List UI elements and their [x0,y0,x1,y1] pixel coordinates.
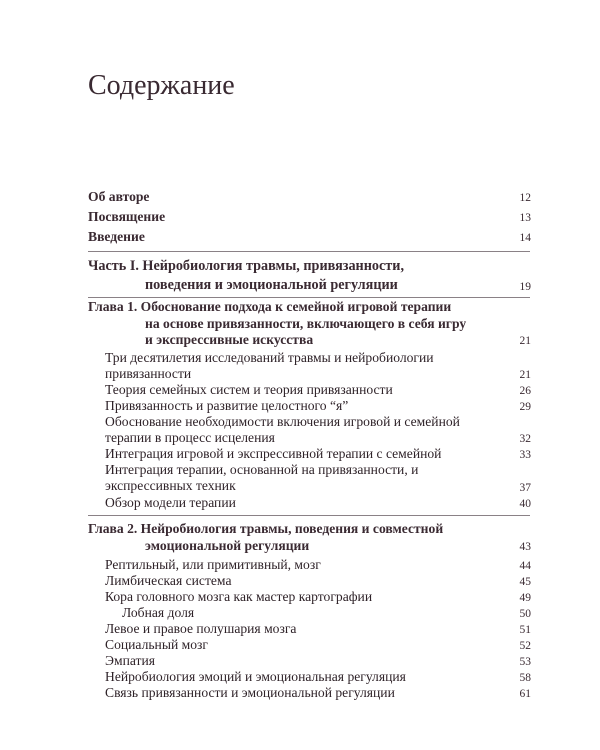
toc-page-number: 12 [519,192,531,204]
toc-section-label: экспрессивных техник [105,478,236,493]
toc-page-number: 33 [519,449,531,461]
toc-page-number: 53 [519,656,531,668]
page-title: Содержание [88,70,235,101]
toc-chapter-title-line: на основе привязанности, включающего в себя игру [145,316,467,331]
toc-section-label: Лимбическая система [105,573,232,588]
divider [88,297,530,298]
toc-section-label: Обоснование необходимости включения игровой и семейной [105,414,460,429]
toc-section-label: Интеграция терапии, основанной на привязанности, и [105,462,419,477]
toc-chapter-title-line: и экспрессивные искусства [145,332,314,347]
toc-section-label: Левое и правое полушария мозга [105,621,297,636]
toc-page-number: 13 [519,212,531,224]
toc-section-label: Нейробиология эмоций и эмоциональная регуляция [105,669,406,684]
toc-page-number: 29 [519,401,531,413]
divider [88,515,530,516]
toc-subsection-label: Лобная доля [122,605,195,620]
toc-page-number: 43 [519,541,531,553]
toc-part-title-line: Часть I. Нейробиология травмы, привязанности, [88,258,404,274]
divider [88,251,530,252]
toc-section-label: Связь привязанности и эмоциональной регуляции [105,685,395,700]
toc-page-number: 52 [519,640,531,652]
toc-page-number: 45 [519,576,531,588]
toc-section-label: Рептильный, или примитивный, мозг [105,557,321,572]
toc-entry-label: Введение [88,229,145,244]
toc-entry-label: Посвящение [88,209,166,224]
toc-page-number: 50 [519,608,531,620]
toc-section-label: Обзор модели терапии [105,495,236,510]
toc-entry-label: Об авторе [88,189,150,204]
toc-page-number: 51 [519,624,531,636]
toc-page-number: 37 [519,482,531,494]
toc-section-label: Социальный мозг [105,637,208,652]
toc-page-number: 40 [519,498,531,510]
toc-page-number: 44 [519,560,531,572]
toc-section-label: Теория семейных систем и теория привязанности [105,382,393,397]
toc-page-number: 58 [519,672,531,684]
toc-page-number: 19 [519,281,531,293]
toc-chapter-title-line: Глава 1. Обоснование подхода к семейной игровой терапии [88,299,452,314]
toc-chapter-title-line: эмоциональной регуляции [145,538,310,553]
toc-section-label: Интеграция игровой и экспрессивной терапии с семейной [105,446,442,461]
toc-chapter-title-line: Глава 2. Нейробиология травмы, поведения и совместной [88,521,444,536]
toc-page-number: 32 [519,433,531,445]
toc-page-number: 26 [519,385,531,397]
toc-page-number: 61 [519,688,531,700]
toc-page-number: 21 [519,335,531,347]
toc-page-number: 14 [519,232,531,244]
toc-page-number: 49 [519,592,531,604]
toc-page-number: 21 [519,369,531,381]
toc-part-title-line: поведения и эмоциональной регуляции [145,277,398,293]
toc-section-label: терапии в процесс исцеления [105,430,275,445]
toc-section-label: Привязанность и развитие целостного “я” [105,398,349,413]
toc-section-label: Три десятилетия исследований травмы и нейробиологии [105,350,434,365]
toc-section-label: Кора головного мозга как мастер картографии [105,589,373,604]
toc-section-label: привязанности [105,366,192,381]
toc-section-label: Эмпатия [105,653,156,668]
